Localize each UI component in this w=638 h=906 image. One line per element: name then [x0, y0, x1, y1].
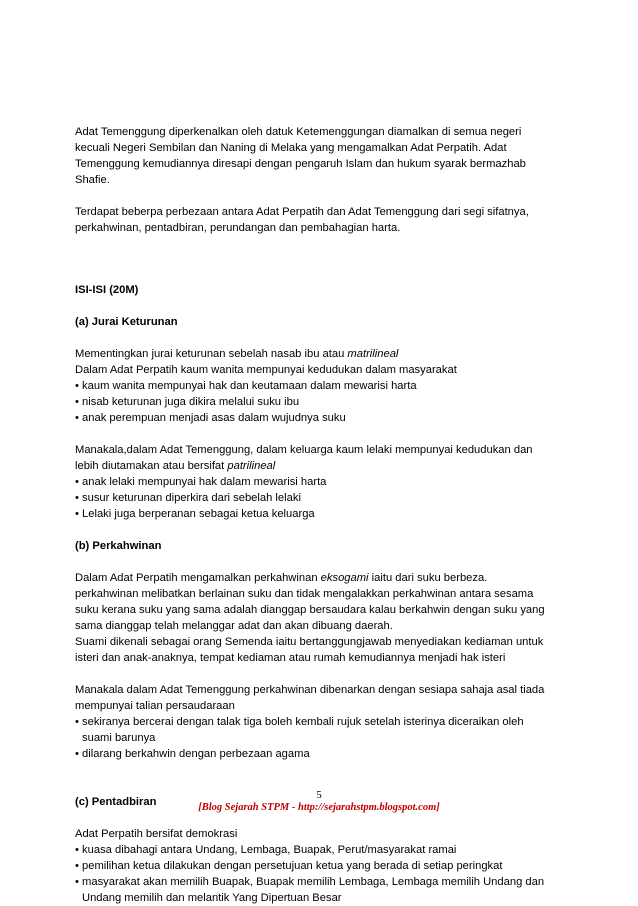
bullet-item: • pemilihan ketua dilakukan dengan persetujuan ketua yang berada di setiap peringkat	[75, 860, 503, 872]
intro-line: kecuali Negeri Sembilan dan Naning di Melaka yang mengamalkan Adat Perpatih. Adat	[75, 142, 507, 154]
intro-line: Temenggung kemudiannya diresapi dengan pengaruh Islam dan hukum syarak bermazhab	[75, 158, 526, 170]
bullet-item: • anak perempuan menjadi asas dalam wujudnya suku	[75, 412, 346, 424]
term-eksogami: eksogami	[320, 572, 369, 584]
bullet-continuation: suami barunya	[82, 732, 156, 744]
text-line: mempunyai talian persaudaraan	[75, 700, 235, 712]
bullet-continuation: Undang memilih dan melantik Yang Dipertuan Besar	[82, 892, 342, 904]
intro-line: perkahwinan, pentadbiran, perundangan dan pembahagian harta.	[75, 222, 401, 234]
bullet-item: • susur keturunan diperkira dari sebelah lelaki	[75, 492, 301, 504]
page-number: 5	[316, 789, 322, 801]
bullet-item: • anak lelaki mempunyai hak dalam mewarisi harta	[75, 476, 327, 488]
text-line: lebih diutamakan atau bersifat patrilineal	[75, 460, 276, 472]
text-line: Manakala dalam Adat Temenggung perkahwinan dibenarkan dengan sesiapa sahaja asal tiada	[75, 684, 545, 696]
bullet-item: • kaum wanita mempunyai hak dan keutamaan dalam mewarisi harta	[75, 380, 417, 392]
term-matrilineal: matrilineal	[347, 348, 399, 360]
term-patrilineal: patrilineal	[227, 460, 276, 472]
heading-jurai-keturunan: (a) Jurai Keturunan	[75, 316, 178, 328]
heading-perkahwinan: (b) Perkahwinan	[75, 540, 162, 552]
text-line: Dalam Adat Perpatih kaum wanita mempunyai kedudukan dalam masyarakat	[75, 364, 457, 376]
heading-pentadbiran: (c) Pentadbiran	[75, 796, 157, 808]
bullet-item: • dilarang berkahwin dengan perbezaan agama	[75, 748, 310, 760]
text-line: sama dianggap telah melanggar adat dan akan dibuang daerah.	[75, 620, 393, 632]
intro-line: Terdapat beberpa perbezaan antara Adat Perpatih dan Adat Temenggung dari segi sifatnya,	[75, 206, 529, 218]
bullet-item: • sekiranya bercerai dengan talak tiga boleh kembali rujuk setelah isterinya diceraikan oleh	[75, 716, 524, 728]
intro-line: Adat Temenggung diperkenalkan oleh datuk Ketemenggungan diamalkan di semua negeri	[75, 126, 522, 138]
text-line: perkahwinan melibatkan berlainan suku dan tidak mengalakkan perkahwinan antara sesama	[75, 588, 534, 600]
intro-line: Shafie.	[75, 174, 110, 186]
bullet-item: • nisab keturunan juga dikira melalui suku ibu	[75, 396, 300, 408]
text-line: Dalam Adat Perpatih mengamalkan perkahwinan eksogami iaitu dari suku berbeza.	[75, 572, 488, 584]
text-line: Manakala,dalam Adat Temenggung, dalam keluarga kaum lelaki mempunyai kedudukan dan	[75, 444, 533, 456]
bullet-item: • masyarakat akan memilih Buapak, Buapak memilih Lembaga, Lembaga memilih Undang dan	[75, 876, 545, 888]
text-line: Mementingkan jurai keturunan sebelah nasab ibu atau matrilineal	[75, 348, 399, 360]
bullet-item: • kuasa dibahagi antara Undang, Lembaga, Buapak, Perut/masyarakat ramai	[75, 844, 457, 856]
text-line: Adat Perpatih bersifat demokrasi	[75, 828, 238, 840]
section-title: ISI-ISI (20M)	[75, 284, 139, 296]
bullet-item: • Lelaki juga berperanan sebagai ketua keluarga	[75, 508, 315, 520]
text-line: Suami dikenali sebagai orang Semenda iaitu bertanggungjawab menyediakan kediaman untuk	[75, 636, 544, 648]
text-line: suku kerana suku yang sama adalah dianggap bersaudara kalau berkahwin dengan suku yang	[75, 604, 545, 616]
footer-blog-credit: [Blog Sejarah STPM - http://sejarahstpm.blogspot.com]	[198, 802, 440, 813]
text-line: isteri dan anak-anaknya, tempat kediaman atau rumah kemudiannya menjadi hak isteri	[75, 652, 506, 664]
